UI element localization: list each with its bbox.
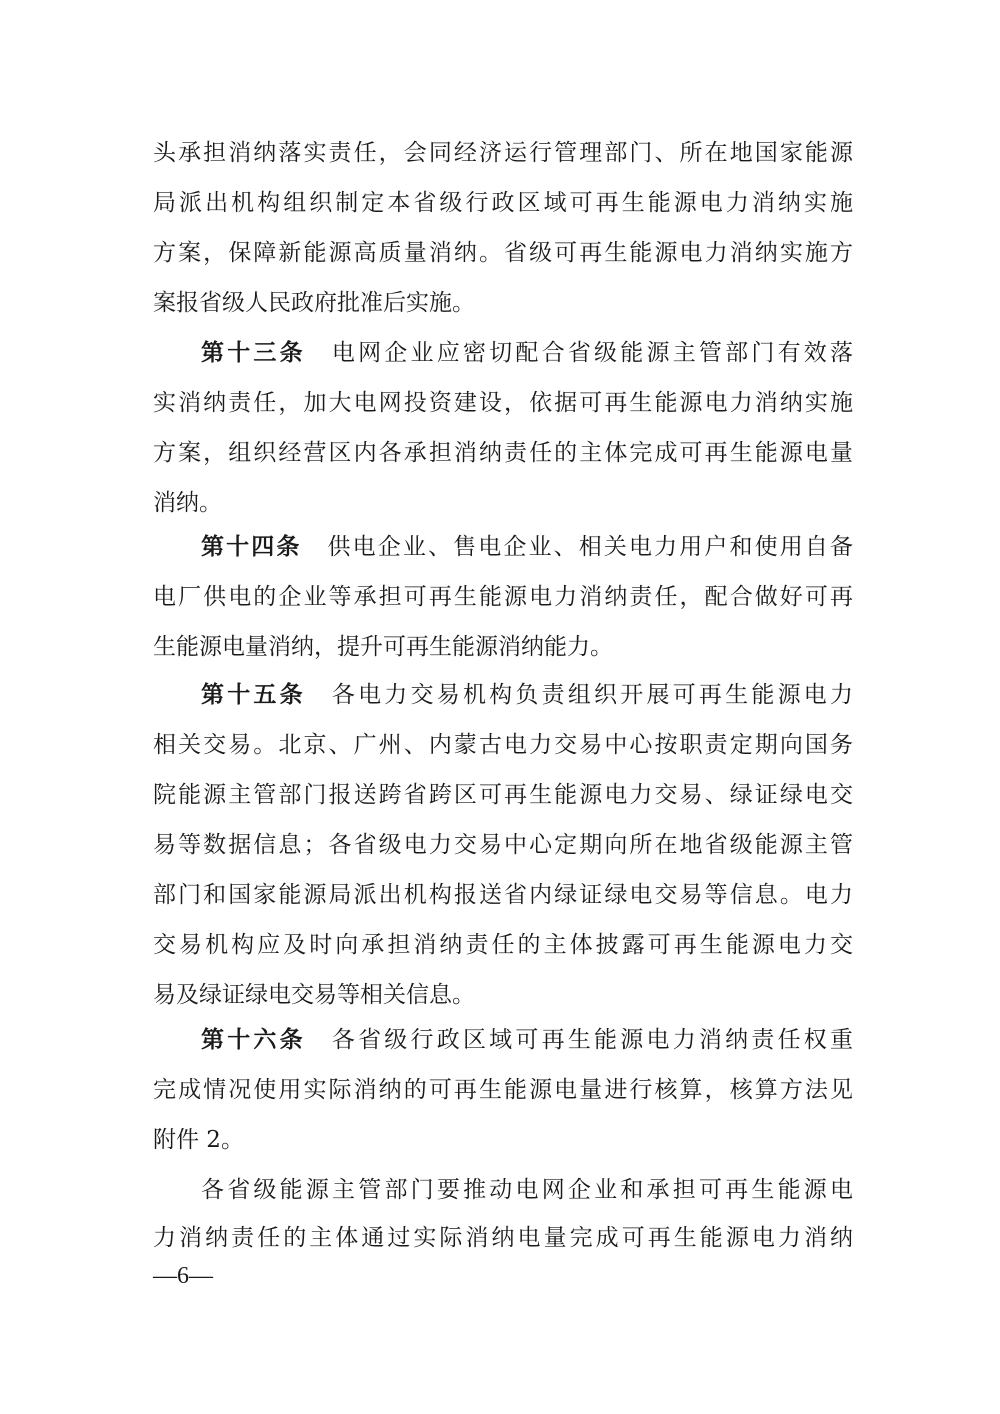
text-line: 易等数据信息；各省级电力交易中心定期向所在地省级能源主管 — [153, 832, 853, 858]
article-16-first-line — [201, 1020, 853, 1060]
text-line: 电厂供电的企业等承担可再生能源电力消纳责任，配合做好可再 — [153, 584, 853, 610]
article-14-heading: 第十四条 — [201, 534, 302, 560]
text-line: 院能源主管部门报送跨省跨区可再生能源电力交易、绿证绿电交 — [153, 782, 853, 808]
text-line: 案报省级人民政府批准后实施。 — [153, 290, 475, 316]
text-line: 交易机构应及时向承担消纳责任的主体披露可再生能源电力交 — [153, 932, 853, 958]
text-line: 供电企业、售电企业、相关电力用户和使用自备 — [327, 534, 853, 560]
text-line: 完成情况使用实际消纳的可再生能源电量进行核算，核算方法见 — [153, 1077, 853, 1103]
text-line: 局派出机构组织制定本省级行政区域可再生能源电力消纳实施 — [153, 190, 853, 216]
article-15-heading: 第十五条 — [201, 682, 306, 708]
text-line: 附件 2。 — [153, 1127, 244, 1153]
text-line: 力消纳责任的主体通过实际消纳电量完成可再生能源电力消纳 — [153, 1225, 853, 1251]
text-line: 部门和国家能源局派出机构报送省内绿证绿电交易等信息。电力 — [153, 882, 853, 908]
text-line: 各电力交易机构负责组织开展可再生能源电力 — [331, 682, 854, 708]
text-line: 生能源电量消纳，提升可再生能源消纳能力。 — [153, 634, 613, 660]
text-line: 消纳。 — [153, 490, 222, 516]
article-14-first-line — [201, 527, 853, 567]
text-line: 相关交易。北京、广州、内蒙古电力交易中心按职责定期向国务 — [153, 732, 853, 758]
article-16-heading: 第十六条 — [201, 1027, 306, 1053]
article-13-heading: 第十三条 — [201, 340, 306, 366]
text-line: 各省级行政区域可再生能源电力消纳责任权重 — [331, 1027, 854, 1053]
text-line: 方案，保障新能源高质量消纳。省级可再生能源电力消纳实施方 — [153, 240, 853, 266]
page-number: —6— — [153, 1263, 213, 1289]
text-line: 电网企业应密切配合省级能源主管部门有效落 — [331, 340, 854, 366]
article-13-first-line — [201, 333, 853, 373]
text-line: 各省级能源主管部门要推动电网企业和承担可再生能源电 — [201, 1177, 853, 1203]
text-line: 实消纳责任，加大电网投资建设，依据可再生能源电力消纳实施 — [153, 390, 853, 416]
text-line: 头承担消纳落实责任，会同经济运行管理部门、所在地国家能源 — [153, 140, 853, 166]
text-line: 易及绿证绿电交易等相关信息。 — [153, 982, 475, 1008]
article-15-first-line — [201, 675, 853, 715]
text-line: 方案，组织经营区内各承担消纳责任的主体完成可再生能源电量 — [153, 440, 853, 466]
